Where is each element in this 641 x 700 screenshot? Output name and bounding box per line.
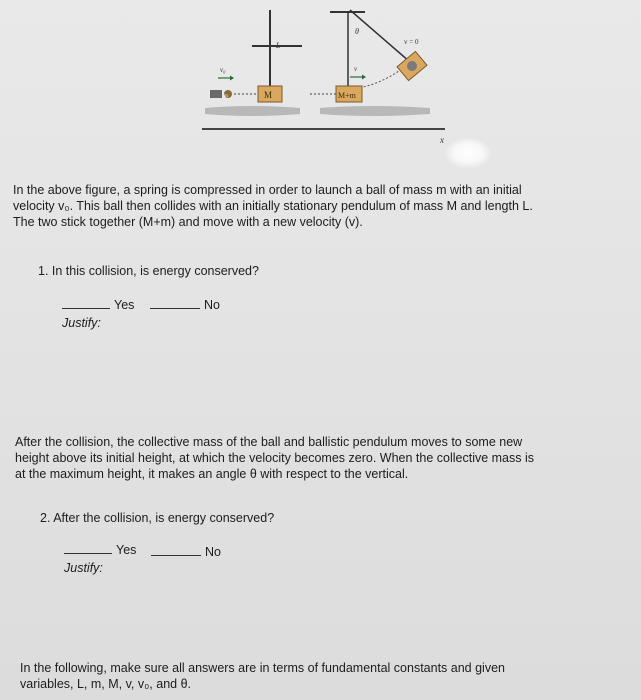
ball-m-label: m xyxy=(224,94,228,99)
final-note xyxy=(20,660,630,692)
q2-yes-blank[interactable] xyxy=(64,553,112,554)
swung-mass xyxy=(397,51,427,80)
ballistic-pendulum-figure xyxy=(190,0,460,150)
velocity-v-arrowhead xyxy=(362,75,366,80)
q2-justify-label: Justify: xyxy=(64,561,103,575)
q2-no-label: No xyxy=(205,545,221,559)
q1-no-label: No xyxy=(204,298,220,312)
q2-no-blank[interactable] xyxy=(151,555,201,556)
q1-no-blank[interactable] xyxy=(150,308,200,309)
q2-yes-label: Yes xyxy=(116,543,137,557)
after-line-2: height above its initial height, at which the velocity becomes zero. When the collective mass is xyxy=(15,451,535,465)
intro-line-3: The two stick together (M+m) and move with a new velocity (v). xyxy=(13,215,363,229)
question-2-text: 2. After the collision, is energy conserved? xyxy=(40,511,275,525)
combined-mass-label: M+m xyxy=(338,91,356,100)
after-collision-paragraph xyxy=(15,434,630,482)
v-label: v xyxy=(354,65,358,73)
final-line-2: variables, L, m, M, v, v₀, and θ. xyxy=(20,677,191,691)
q2-no-option[interactable] xyxy=(151,545,221,559)
pendulum-string-right xyxy=(350,10,410,62)
q1-justify-label: Justify: xyxy=(62,316,101,330)
mass-M-label: M xyxy=(264,90,273,100)
q2-yes-option[interactable] xyxy=(64,543,136,557)
intro-line-1: In the above figure, a spring is compressed in order to launch a ball of mass m with an initial xyxy=(13,183,522,197)
x-axis-label: x xyxy=(440,135,444,145)
screen-glare xyxy=(445,138,491,168)
q1-yes-blank[interactable] xyxy=(62,308,110,309)
right-platform xyxy=(320,106,430,116)
theta-label: θ xyxy=(355,27,359,36)
question-1-text: 1. In this collision, is energy conserved? xyxy=(38,264,259,278)
final-line-1: In the following, make sure all answers are in terms of fundamental constants and given xyxy=(20,661,505,675)
q1-no-option[interactable] xyxy=(150,298,220,312)
v-equals-zero-label: v = 0 xyxy=(404,38,419,46)
length-L-label: L xyxy=(276,41,281,50)
spring-launcher xyxy=(210,90,222,98)
v0-label: v₀ xyxy=(220,66,226,74)
after-line-3: at the maximum height, it makes an angle θ with respect to the vertical. xyxy=(15,467,409,481)
q1-yes-option[interactable] xyxy=(62,298,134,312)
intro-line-2: velocity v₀. This ball then collides with an initially stationary pendulum of mass M and length L. xyxy=(13,199,533,213)
left-platform xyxy=(205,106,300,116)
intro-paragraph xyxy=(13,182,628,230)
velocity-v0-arrowhead xyxy=(230,76,234,81)
q1-yes-label: Yes xyxy=(114,298,135,312)
after-line-1: After the collision, the collective mass of the ball and ballistic pendulum moves to some new xyxy=(15,435,523,449)
